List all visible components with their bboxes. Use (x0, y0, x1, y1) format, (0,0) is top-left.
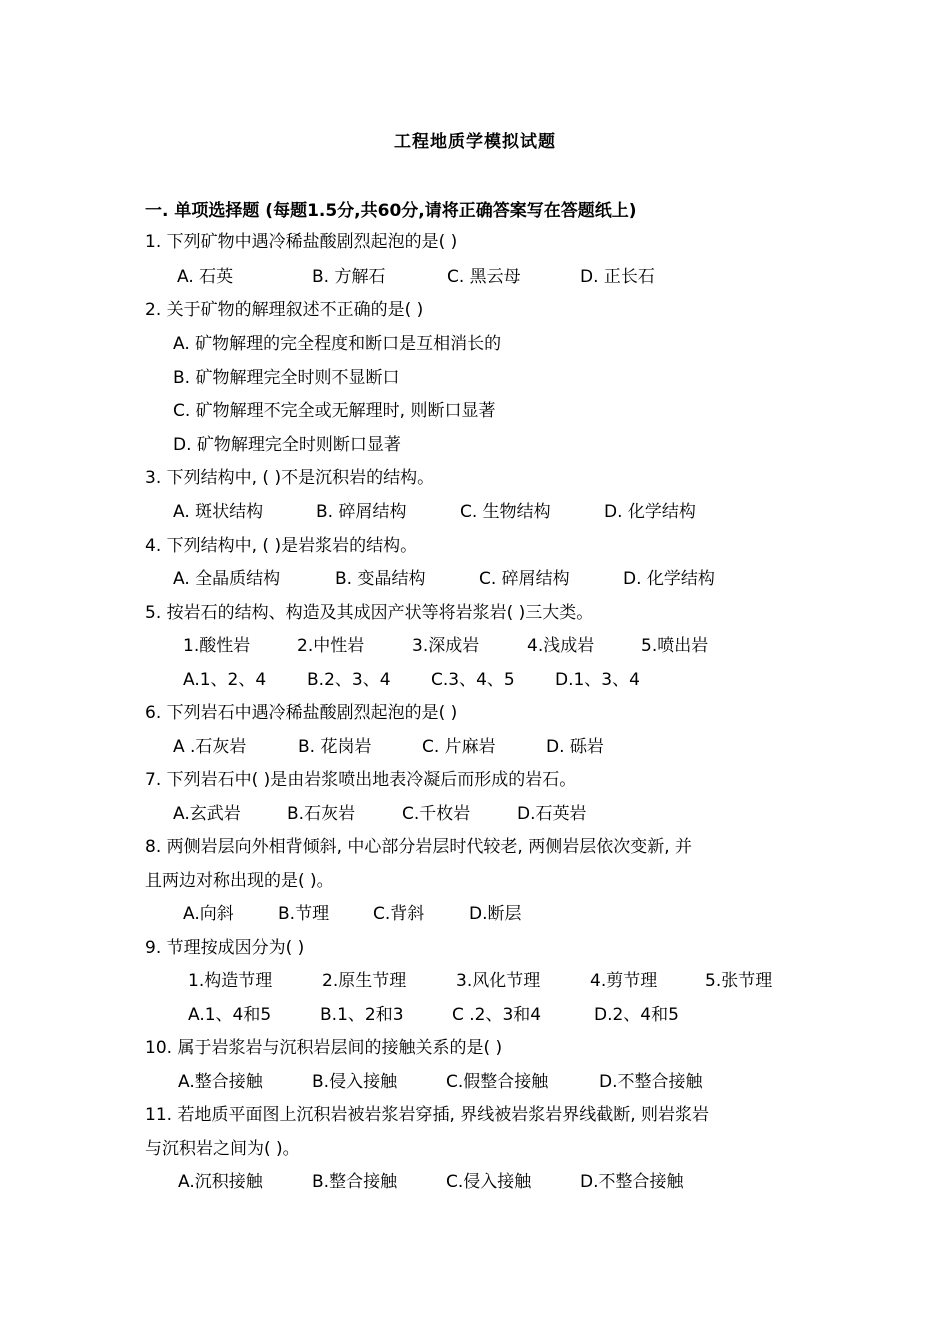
question-9-option-a: A.1、4和5 (188, 1005, 272, 1025)
question-6-option-c: C. 片麻岩 (422, 737, 496, 757)
question-5-stem: 5. 按岩石的结构、构造及其成因产状等将岩浆岩( )三大类。 (145, 603, 594, 623)
page-title: 工程地质学模拟试题 (394, 132, 556, 152)
question-3-option-a: A. 斑状结构 (173, 502, 264, 522)
question-2-stem: 2. 关于矿物的解理叙述不正确的是( ) (145, 300, 424, 320)
section-heading: 一. 单项选择题 (每题1.5分,共60分,请将正确答案写在答题纸上) (145, 201, 637, 221)
question-11-option-d: D.不整合接触 (580, 1172, 684, 1192)
question-8-option-a: A.向斜 (183, 904, 234, 924)
question-11-option-a: A.沉积接触 (178, 1172, 263, 1192)
question-10-option-a: A.整合接触 (178, 1072, 263, 1092)
question-9-option-b: B.1、2和3 (320, 1005, 404, 1025)
question-7-option-a: A.玄武岩 (173, 804, 241, 824)
question-1-option-b: B. 方解石 (312, 267, 386, 287)
question-4-option-d: D. 化学结构 (623, 569, 715, 589)
question-9-option-c: C .2、3和4 (452, 1005, 542, 1025)
question-3-option-c: C. 生物结构 (460, 502, 551, 522)
question-5-item-3: 3.深成岩 (412, 636, 480, 656)
question-5-option-b: B.2、3、4 (307, 670, 391, 690)
question-5-item-2: 2.中性岩 (297, 636, 365, 656)
question-7-option-d: D.石英岩 (517, 804, 587, 824)
question-2-option-b: B. 矿物解理完全时则不显断口 (173, 368, 400, 388)
question-3-option-b: B. 碎屑结构 (316, 502, 407, 522)
question-3-stem: 3. 下列结构中, ( )不是沉积岩的结构。 (145, 468, 435, 488)
question-8-stem: 8. 两侧岩层向外相背倾斜, 中心部分岩层时代较老, 两侧岩层依次变新, 并 (145, 837, 693, 857)
question-9-item-3: 3.风化节理 (456, 971, 541, 991)
question-8-option-c: C.背斜 (373, 904, 425, 924)
question-9-item-2: 2.原生节理 (322, 971, 407, 991)
question-5-option-d: D.1、3、4 (555, 670, 640, 690)
question-10-option-b: B.侵入接触 (312, 1072, 398, 1092)
question-1-option-a: A. 石英 (177, 267, 234, 287)
question-7-option-b: B.石灰岩 (287, 804, 356, 824)
question-9-option-d: D.2、4和5 (594, 1005, 679, 1025)
question-4-stem: 4. 下列结构中, ( )是岩浆岩的结构。 (145, 536, 418, 556)
question-6-option-a: A .石灰岩 (173, 737, 247, 757)
question-6-option-b: B. 花岗岩 (298, 737, 372, 757)
question-1-stem: 1. 下列矿物中遇冷稀盐酸剧烈起泡的是( ) (145, 232, 458, 252)
question-2-option-a: A. 矿物解理的完全程度和断口是互相消长的 (173, 334, 502, 354)
question-1-option-c: C. 黑云母 (447, 267, 521, 287)
question-2-option-c: C. 矿物解理不完全或无解理时, 则断口显著 (173, 401, 496, 421)
question-10-option-d: D.不整合接触 (599, 1072, 703, 1092)
question-8-stem-continued: 且两边对称出现的是( )。 (145, 871, 334, 891)
question-11-stem: 11. 若地质平面图上沉积岩被岩浆岩穿插, 界线被岩浆岩界线截断, 则岩浆岩 (145, 1105, 710, 1125)
question-7-option-c: C.千枚岩 (402, 804, 471, 824)
question-6-stem: 6. 下列岩石中遇冷稀盐酸剧烈起泡的是( ) (145, 703, 458, 723)
question-4-option-b: B. 变晶结构 (335, 569, 426, 589)
question-11-option-c: C.侵入接触 (446, 1172, 532, 1192)
question-10-option-c: C.假整合接触 (446, 1072, 549, 1092)
question-11-option-b: B.整合接触 (312, 1172, 398, 1192)
question-6-option-d: D. 砾岩 (546, 737, 604, 757)
question-11-stem-continued: 与沉积岩之间为( )。 (145, 1139, 300, 1159)
question-5-option-a: A.1、2、4 (183, 670, 267, 690)
question-7-stem: 7. 下列岩石中( )是由岩浆喷出地表冷凝后而形成的岩石。 (145, 770, 577, 790)
question-4-option-c: C. 碎屑结构 (479, 569, 570, 589)
question-3-option-d: D. 化学结构 (604, 502, 696, 522)
question-8-option-d: D.断层 (469, 904, 522, 924)
question-9-item-1: 1.构造节理 (188, 971, 273, 991)
question-5-option-c: C.3、4、5 (431, 670, 515, 690)
question-10-stem: 10. 属于岩浆岩与沉积岩层间的接触关系的是( ) (145, 1038, 503, 1058)
question-4-option-a: A. 全晶质结构 (173, 569, 281, 589)
question-5-item-1: 1.酸性岩 (183, 636, 251, 656)
question-9-stem: 9. 节理按成因分为( ) (145, 938, 305, 958)
question-2-option-d: D. 矿物解理完全时则断口显著 (173, 435, 401, 455)
question-1-option-d: D. 正长石 (580, 267, 655, 287)
question-9-item-5: 5.张节理 (705, 971, 773, 991)
question-9-item-4: 4.剪节理 (590, 971, 658, 991)
question-5-item-5: 5.喷出岩 (641, 636, 709, 656)
question-5-item-4: 4.浅成岩 (527, 636, 595, 656)
question-8-option-b: B.节理 (278, 904, 330, 924)
